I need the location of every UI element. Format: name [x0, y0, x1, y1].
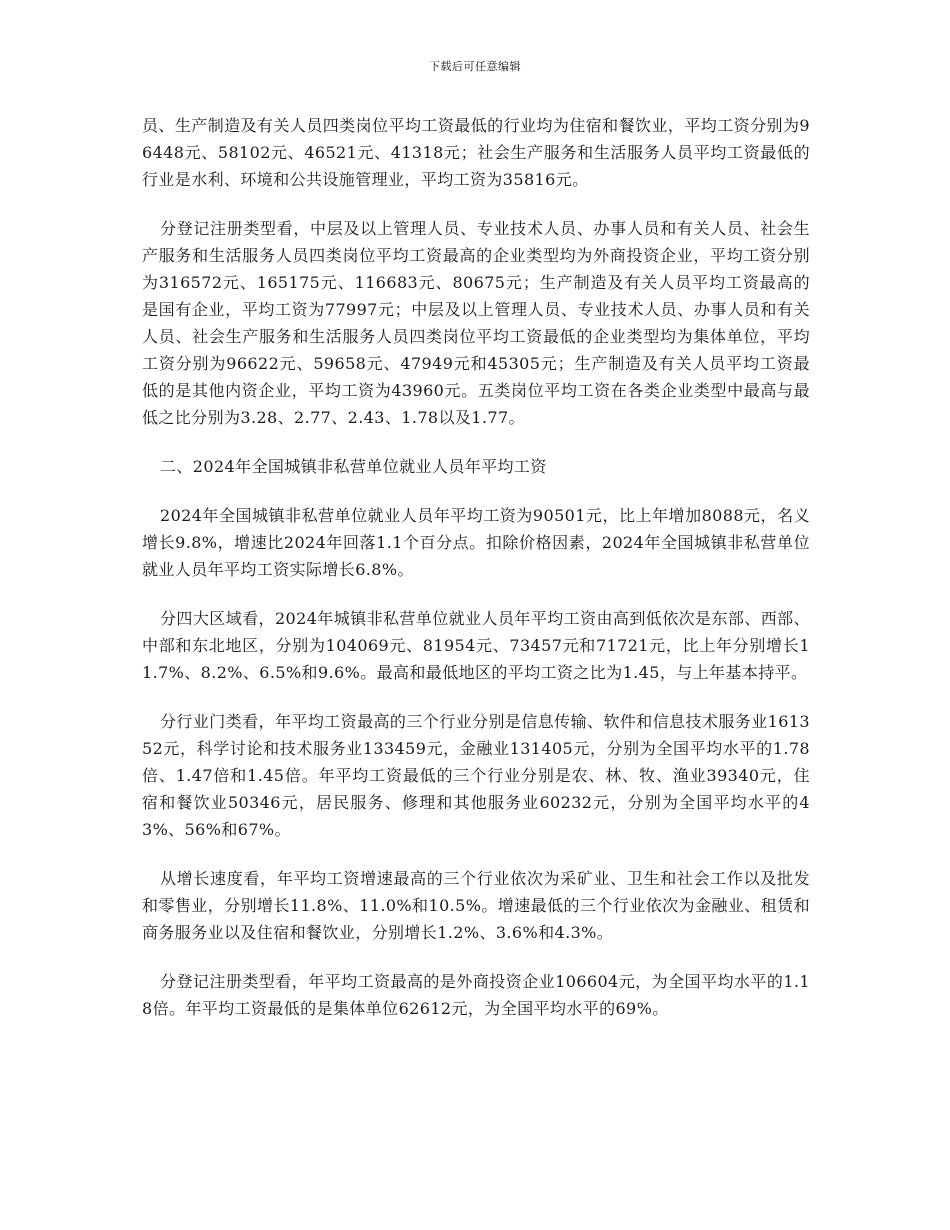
paragraph: 从增长速度看，年平均工资增速最高的三个行业依次为采矿业、卫生和社会工作以及批发和零售业，分别增长11.8%、11.0%和10.5%。增速最低的三个行业依次为金融业、租赁和商务服务业以及住宿和餐饮业，分别增长1.2%、3.6%和4.3%。	[142, 869, 810, 942]
paragraph: 分行业门类看，年平均工资最高的三个行业分别是信息传输、软件和信息技术服务业161352元，科学讨论和技术服务业133459元，金融业131405元，分别为全国平均水平的1.78倍、1.47倍和1.45倍。年平均工资最低的三个行业分别是农、林、牧、渔业39340元，住宿和餐饮业50346元，居民服务、修理和其他服务业60232元，分别为全国平均水平的43%、56%和67%。	[142, 712, 810, 839]
page-header: 下载后可任意编辑	[429, 60, 521, 73]
section-heading: 二、2024年全国城镇非私营单位就业人员年平均工资	[160, 457, 547, 476]
document-body	[142, 112, 810, 1044]
paragraph: 分登记注册类型看，年平均工资最高的是外商投资企业106604元，为全国平均水平的1.18倍。年平均工资最低的是集体单位62612元，为全国平均水平的69%。	[142, 972, 810, 1018]
paragraph: 2024年全国城镇非私营单位就业人员年平均工资为90501元，比上年增加8088元，名义增长9.8%，增速比2024年回落1.1个百分点。扣除价格因素，2024年全国城镇非私营单位就业人员年平均工资实际增长6.8%。	[142, 506, 810, 579]
paragraph: 分四大区域看，2024年城镇非私营单位就业人员年平均工资由高到低依次是东部、西部、中部和东北地区，分别为104069元、81954元、73457元和71721元，比上年分别增长11.7%、8.2%、6.5%和9.6%。最高和最低地区的平均工资之比为1.45，与上年基本持平。	[142, 609, 810, 682]
paragraph: 员、生产制造及有关人员四类岗位平均工资最低的行业均为住宿和餐饮业，平均工资分别为96448元、58102元、46521元、41318元；社会生产服务和生活服务人员平均工资最低的行业是水利、环境和公共设施管理业，平均工资为35816元。	[142, 116, 810, 189]
paragraph: 分登记注册类型看，中层及以上管理人员、专业技术人员、办事人员和有关人员、社会生产服务和生活服务人员四类岗位平均工资最高的企业类型均为外商投资企业，平均工资分别为316572元、165175元、116683元、80675元；生产制造及有关人员平均工资最高的是国有企业，平均工资为77997元；中层及以上管理人员、专业技术人员、办事人员和有关人员、社会生产服务和生活服务人员四类岗位平均工资最低的企业类型均为集体单位，平均工资分别为96622元、59658元、47949元和45305元；生产制造及有关人员平均工资最低的是其他内资企业，平均工资为43960元。五类岗位平均工资在各类企业类型中最高与最低之比分别为3.28、2.77、2.43、1.78以及1.77。	[142, 219, 810, 427]
